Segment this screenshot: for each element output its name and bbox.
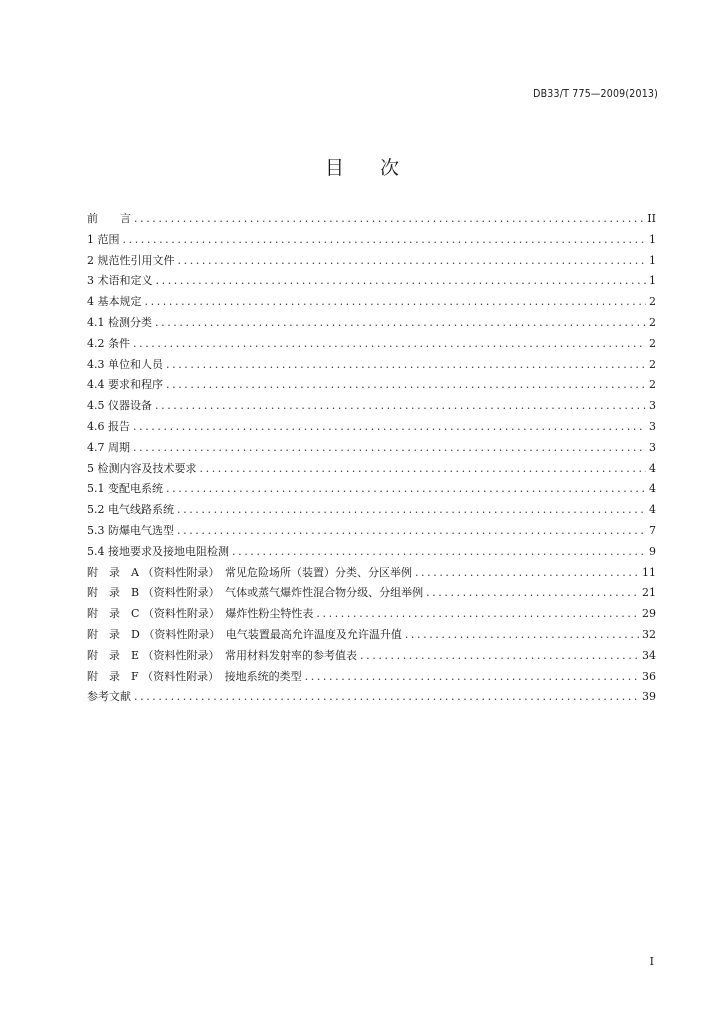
toc-entry[interactable] bbox=[87, 335, 656, 356]
toc-entry-page: II bbox=[647, 212, 656, 225]
toc-entry-page: 36 bbox=[642, 669, 656, 683]
table-of-contents bbox=[87, 210, 656, 709]
toc-entry-label: 4.6 报告 bbox=[87, 419, 130, 433]
toc-entry[interactable] bbox=[87, 397, 656, 418]
toc-leader-dots bbox=[177, 524, 646, 537]
toc-entry-label: 附 录 B （资料性附录） 气体或蒸气爆炸性混合物分级、分组举例 bbox=[87, 586, 424, 600]
toc-entry-label: 2 规范性引用文件 bbox=[87, 253, 175, 267]
toc-entry[interactable] bbox=[87, 626, 656, 647]
toc-entry[interactable] bbox=[87, 480, 656, 501]
toc-entry-label: 前 言 bbox=[87, 212, 131, 225]
toc-entry[interactable] bbox=[87, 376, 656, 397]
toc-leader-dots bbox=[133, 337, 646, 350]
toc-leader-dots bbox=[178, 254, 647, 267]
toc-leader-dots bbox=[155, 316, 646, 329]
toc-entry-label: 5.1 变配电系统 bbox=[87, 482, 163, 496]
toc-entry-label: 4.1 检测分类 bbox=[87, 315, 152, 329]
page-number: I bbox=[649, 955, 654, 968]
toc-leader-dots bbox=[166, 358, 646, 371]
toc-entry[interactable] bbox=[87, 647, 656, 668]
toc-entry-page: 39 bbox=[642, 690, 656, 704]
title-char-2: 次 bbox=[380, 157, 400, 179]
toc-entry[interactable] bbox=[87, 231, 656, 252]
toc-entry[interactable] bbox=[87, 418, 656, 439]
toc-entry-page: 3 bbox=[649, 419, 656, 433]
toc-entry[interactable] bbox=[87, 252, 656, 273]
toc-entry-label: 附 录 C （资料性附录） 爆炸性粉尘特性表 bbox=[87, 607, 314, 621]
toc-entry-page: 2 bbox=[649, 378, 656, 392]
toc-entry-page: 1 bbox=[649, 253, 656, 267]
toc-entry-label: 1 范围 bbox=[87, 232, 120, 246]
toc-entry-label: 4.4 要求和程序 bbox=[87, 378, 163, 392]
toc-entry-page: 2 bbox=[649, 315, 656, 329]
toc-entry-page: 21 bbox=[642, 586, 656, 600]
standard-code: DB33/T 775—2009(2013) bbox=[533, 88, 658, 100]
toc-leader-dots bbox=[134, 212, 644, 225]
toc-entry-label: 4.7 周期 bbox=[87, 440, 130, 454]
toc-leader-dots bbox=[360, 649, 639, 662]
toc-entry-page: 4 bbox=[649, 461, 656, 475]
toc-leader-dots bbox=[316, 607, 639, 620]
toc-entry[interactable] bbox=[87, 293, 656, 314]
toc-entry-label: 参考文献 bbox=[87, 690, 131, 704]
toc-entry[interactable] bbox=[87, 356, 656, 377]
toc-entry[interactable] bbox=[87, 543, 656, 564]
toc-entry[interactable] bbox=[87, 314, 656, 335]
toc-entry-label: 4.2 条件 bbox=[87, 336, 130, 350]
toc-entry-page: 4 bbox=[649, 482, 656, 496]
toc-leader-dots bbox=[155, 399, 646, 412]
toc-leader-dots bbox=[133, 441, 646, 454]
title-char-1: 目 bbox=[324, 157, 344, 179]
toc-entry-page: 4 bbox=[649, 503, 656, 517]
toc-entry-page: 32 bbox=[642, 627, 656, 641]
toc-leader-dots bbox=[177, 503, 646, 516]
toc-leader-dots bbox=[426, 586, 639, 599]
toc-entry-label: 附 录 A （资料性附录） 常见危险场所（装置）分类、分区举例 bbox=[87, 565, 412, 579]
toc-leader-dots bbox=[134, 690, 639, 703]
toc-entry-label: 5.4 接地要求及接地电阻检测 bbox=[87, 544, 229, 558]
toc-leader-dots bbox=[133, 420, 646, 433]
toc-leader-dots bbox=[200, 462, 647, 475]
toc-entry-page: 3 bbox=[649, 399, 656, 413]
toc-entry-page: 2 bbox=[649, 357, 656, 371]
toc-entry-page: 2 bbox=[649, 295, 656, 309]
toc-entry-page: 2 bbox=[649, 336, 656, 350]
toc-entry-page: 1 bbox=[649, 274, 656, 288]
toc-entry[interactable] bbox=[87, 584, 656, 605]
toc-entry-label: 附 录 F （资料性附录） 接地系统的类型 bbox=[87, 669, 302, 683]
toc-entry-page: 7 bbox=[649, 523, 656, 537]
toc-leader-dots bbox=[405, 628, 639, 641]
toc-entry-page: 29 bbox=[642, 607, 656, 621]
toc-entry-label: 4.5 仪器设备 bbox=[87, 399, 152, 413]
toc-entry[interactable] bbox=[87, 439, 656, 460]
toc-leader-dots bbox=[145, 295, 647, 308]
toc-leader-dots bbox=[123, 233, 647, 246]
toc-leader-dots bbox=[156, 274, 647, 287]
toc-entry-label: 4.3 单位和人员 bbox=[87, 357, 163, 371]
toc-entry[interactable] bbox=[87, 210, 656, 231]
toc-entry[interactable] bbox=[87, 564, 656, 585]
toc-leader-dots bbox=[232, 545, 646, 558]
toc-entry-label: 5.2 电气线路系统 bbox=[87, 503, 174, 517]
toc-leader-dots bbox=[415, 566, 639, 579]
toc-entry[interactable] bbox=[87, 522, 656, 543]
toc-entry-label: 5 检测内容及技术要求 bbox=[87, 461, 197, 475]
toc-entry[interactable] bbox=[87, 460, 656, 481]
toc-entry-label: 3 术语和定义 bbox=[87, 274, 153, 288]
toc-entry[interactable] bbox=[87, 272, 656, 293]
toc-entry[interactable] bbox=[87, 668, 656, 689]
toc-entry[interactable] bbox=[87, 501, 656, 522]
toc-entry[interactable] bbox=[87, 688, 656, 709]
toc-entry-label: 附 录 D （资料性附录） 电气装置最高允许温度及允许温升值 bbox=[87, 627, 402, 641]
toc-entry-page: 9 bbox=[649, 544, 656, 558]
toc-entry-label: 4 基本规定 bbox=[87, 295, 142, 309]
toc-leader-dots bbox=[166, 482, 646, 495]
toc-entry-page: 3 bbox=[649, 440, 656, 454]
toc-entry[interactable] bbox=[87, 605, 656, 626]
toc-leader-dots bbox=[166, 378, 646, 391]
toc-entry-label: 附 录 E （资料性附录） 常用材料发射率的参考值表 bbox=[87, 648, 358, 662]
toc-entry-page: 1 bbox=[649, 232, 656, 246]
toc-entry-label: 5.3 防爆电气选型 bbox=[87, 523, 174, 537]
toc-entry-page: 34 bbox=[642, 648, 656, 662]
page-title bbox=[0, 153, 724, 180]
toc-leader-dots bbox=[305, 670, 639, 683]
toc-entry-page: 11 bbox=[642, 565, 656, 579]
